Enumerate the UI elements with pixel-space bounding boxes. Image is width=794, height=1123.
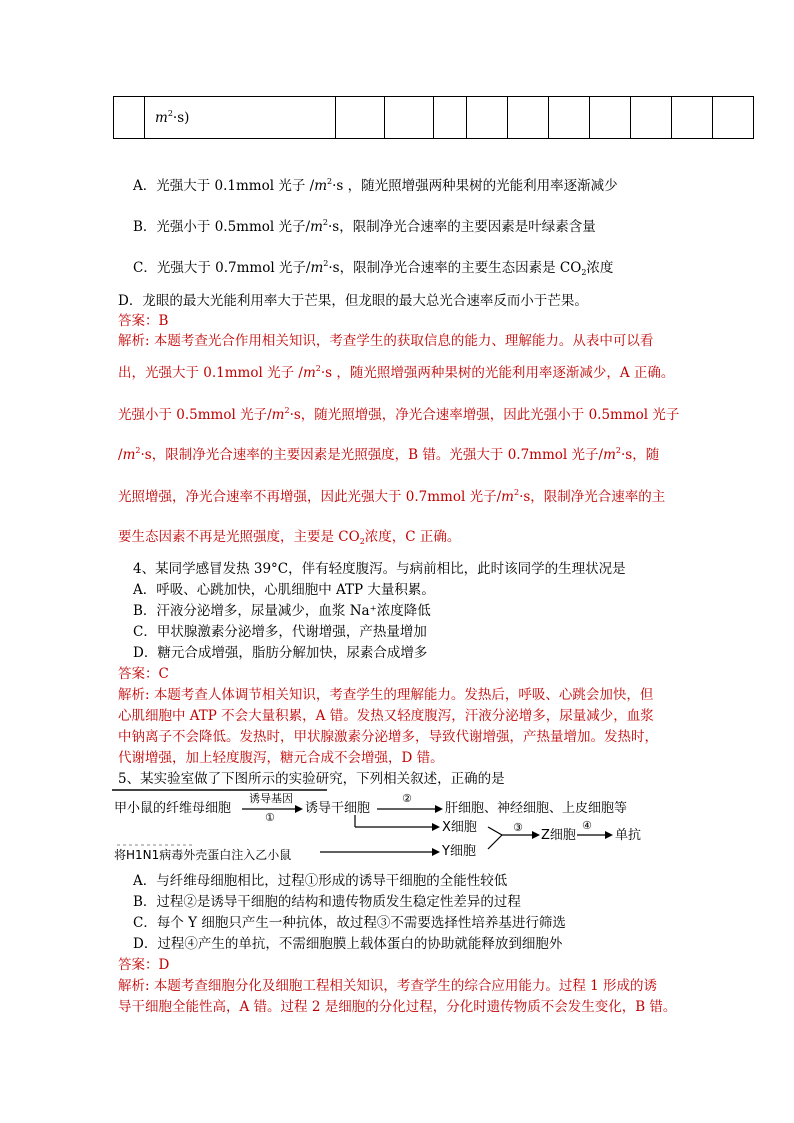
arrow-1-top-label: 诱导基因 [249,792,293,805]
q4-answer: 答案：C [118,666,169,682]
merge-line-bottom [488,835,502,849]
q5-stem: 5、某实验室做了下图所示的实验研究，下列相关叙述，正确的是 [118,771,505,787]
q5-option-b: B．过程②是诱导干细胞的结构和遗传物质发生稳定性差异的过程 [133,894,521,910]
text-run: m [310,260,324,276]
q4-option-d: D．糖元合成增强，脂肪分解加快，尿素合成增多 [133,645,428,661]
text-run: A．光强大于 0.1mmol 光子 / [133,178,315,194]
table-cell [508,97,549,139]
arrow-1-head [295,805,303,813]
text-run: m [271,407,285,423]
text-run: 浓度，C 正确。 [364,529,461,545]
monoclonal-antibody-label: 单抗 [615,828,642,843]
q3-option-a [133,174,618,194]
y-cell-label: Y细胞 [442,844,476,859]
q5-option-a: A．与纤维母细胞相比，过程①形成的诱导干细胞的全能性较低 [133,873,508,889]
table-cell [713,97,754,139]
fibroblast-label: 甲小鼠的纤维母细胞 [114,801,232,816]
arrow-3-label: ③ [513,821,523,834]
differentiated-cells-label: 肝细胞、神经细胞、上皮细胞等 [445,801,628,816]
superscript: 2 [327,177,333,186]
q4-analysis-line: 代谢增强，加上轻度腹泻，糖元合成不会增强，D 错。 [118,750,444,766]
arrow-x-head [432,823,440,831]
q3-option-d: D．龙眼的最大光能利用率大于芒果，但龙眼的最大总光合速率反而小于芒果。 [118,293,588,309]
text-run: 浓度 [586,260,614,276]
antigen-injection-label: 将H1N1病毒外壳蛋白注入乙小鼠 [114,848,292,862]
text-run: m [501,489,514,505]
table-cell [336,97,385,139]
text-run: 光强小于 0.5mmol 光子/ [118,407,272,423]
q5-answer: 答案：D [118,957,170,973]
text-run: m [603,447,616,463]
superscript: 2 [322,218,328,227]
q4-option-a: A．呼吸、心跳加快，心肌细胞中 ATP 大量积累。 [133,582,435,598]
q3-analysis-line [118,361,674,381]
text-run: m [314,178,328,194]
q5-analysis-line: 导干细胞全能性高，A 错。过程 2 是细胞的分化过程，分化时遗传物质不会发生变化，B 错。 [118,999,677,1015]
q4-analysis-line: 中钠离子不会降低。发热时，甲状腺激素分泌增多，导致代谢增强，产热量增加。发热时， [118,729,658,745]
table-cell [631,97,672,139]
q5-analysis-line: 解析: 本题考查细胞分化及细胞工程相关知识，考查学生的综合应用能力。过程 1 形成的诱 [118,978,658,994]
text-run: ·s ，随光照增强两种果树的光能利用率逐渐减少 [332,178,618,194]
superscript: 2 [323,259,329,268]
subscript: 2 [359,537,365,546]
text-run: ·s，随光照增强，净光合速率增强，因此光强小于 0.5mmol 光子 [289,407,680,423]
subscript: 2 [581,268,587,277]
table-row [114,97,754,139]
q3-option-c [133,256,613,276]
text-run: 要生态因素不再是光照强度，主要是 CO [118,529,360,545]
text-run: ·s，限制净光合速率的主要因素是叶绿素含量 [327,219,596,235]
arrow-4-head [605,831,613,839]
merge-line-top [488,827,502,835]
superscript: 2 [615,446,621,455]
text-run: / [118,447,123,463]
q3-analysis-line [118,485,665,505]
text-run: ·s ，随光照增强两种果树的光能利用率逐渐减少，A 正确。 [320,365,675,381]
text-run: m [155,109,168,126]
table-cell [467,97,508,139]
experiment-diagram [112,787,712,867]
text-run: m [302,365,316,381]
q4-analysis-line: 解析: 本题考查人体调节相关知识，考查学生的理解能力。发热后，呼吸、心跳会加快，但 [118,687,654,703]
q3-analysis-line [118,525,460,545]
q4-option-b: B．汗液分泌增多，尿量减少，血浆 Na⁺浓度降低 [133,603,431,619]
text-run: ·s，限制净光合速率的主 [519,489,666,505]
arrow-3-head [532,831,540,839]
q3-option-b [133,215,596,235]
superscript: 2 [513,488,520,497]
text-run: C．光强大于 0.7mmol 光子/ [133,260,311,276]
q3-analysis-line [118,403,679,423]
arrow-y-head [432,848,440,856]
q4-option-c: C．甲状腺激素分泌增多，代谢增强，产热量增加 [133,624,427,640]
q4-analysis-line: 心肌细胞中 ATP 不会大量积累，A 错。发热又轻度腹泻，汗液分泌增多，尿量减少，血浆 [118,708,654,724]
q3-answer: 答案：B [118,313,169,329]
q5-option-d: D．过程④产生的单抗，不需细胞膜上载体蛋白的协助就能释放到细胞外 [133,936,563,952]
q3-analysis-line: 解析: 本题考查光合作用相关知识，考查学生的获取信息的能力、理解能力。从表中可以看 [118,333,654,349]
q3-analysis-line [118,443,659,463]
superscript: 2 [135,446,141,455]
arrow-1-bottom-label: ① [265,811,275,824]
text-run: m [310,219,323,235]
superscript: 2 [284,406,290,415]
table-cell [114,97,145,139]
text-run: m [122,447,136,463]
text-run: 光照增强，净光合速率不再增强，因此光强大于 0.7mmol 光子/ [118,489,502,505]
text-run: B．光强小于 0.5mmol 光子/ [133,219,311,235]
table-cell-unit [145,97,336,139]
q5-option-c: C．每个 Y 细胞只产生一种抗体，故过程③不需要选择性培养基进行筛选 [133,915,566,931]
table-cell [549,97,590,139]
x-cell-label: X细胞 [442,820,477,835]
text-run: ·s，限制净光合速率的主要因素是光照强度，B 错。光强大于 0.7mmol 光子/ [140,447,604,463]
z-cell-label: Z细胞 [541,828,576,843]
arrow-2-label: ② [402,792,412,805]
superscript: 2 [167,108,173,118]
superscript: 2 [315,364,321,373]
data-table-fragment [113,96,754,139]
induced-stem-cell-label: 诱导干细胞 [305,801,371,816]
q4-stem: 4、某同学感冒发热 39°C，伴有轻度腹泻。与病前相比，此时该同学的生理状况是 [133,561,626,577]
text-run: ·s，随 [620,447,660,463]
text-run: 出，光强大于 0.1mmol 光子 / [118,365,303,381]
arrow-2-head [435,805,443,813]
table-cell [434,97,467,139]
text-run: ·s，限制净光合速率的主要生态因素是 CO [328,260,582,276]
text-run: ·s) [172,109,190,126]
table-cell [385,97,434,139]
table-cell [590,97,631,139]
table-cell [672,97,713,139]
arrow-4-label: ④ [582,819,592,832]
